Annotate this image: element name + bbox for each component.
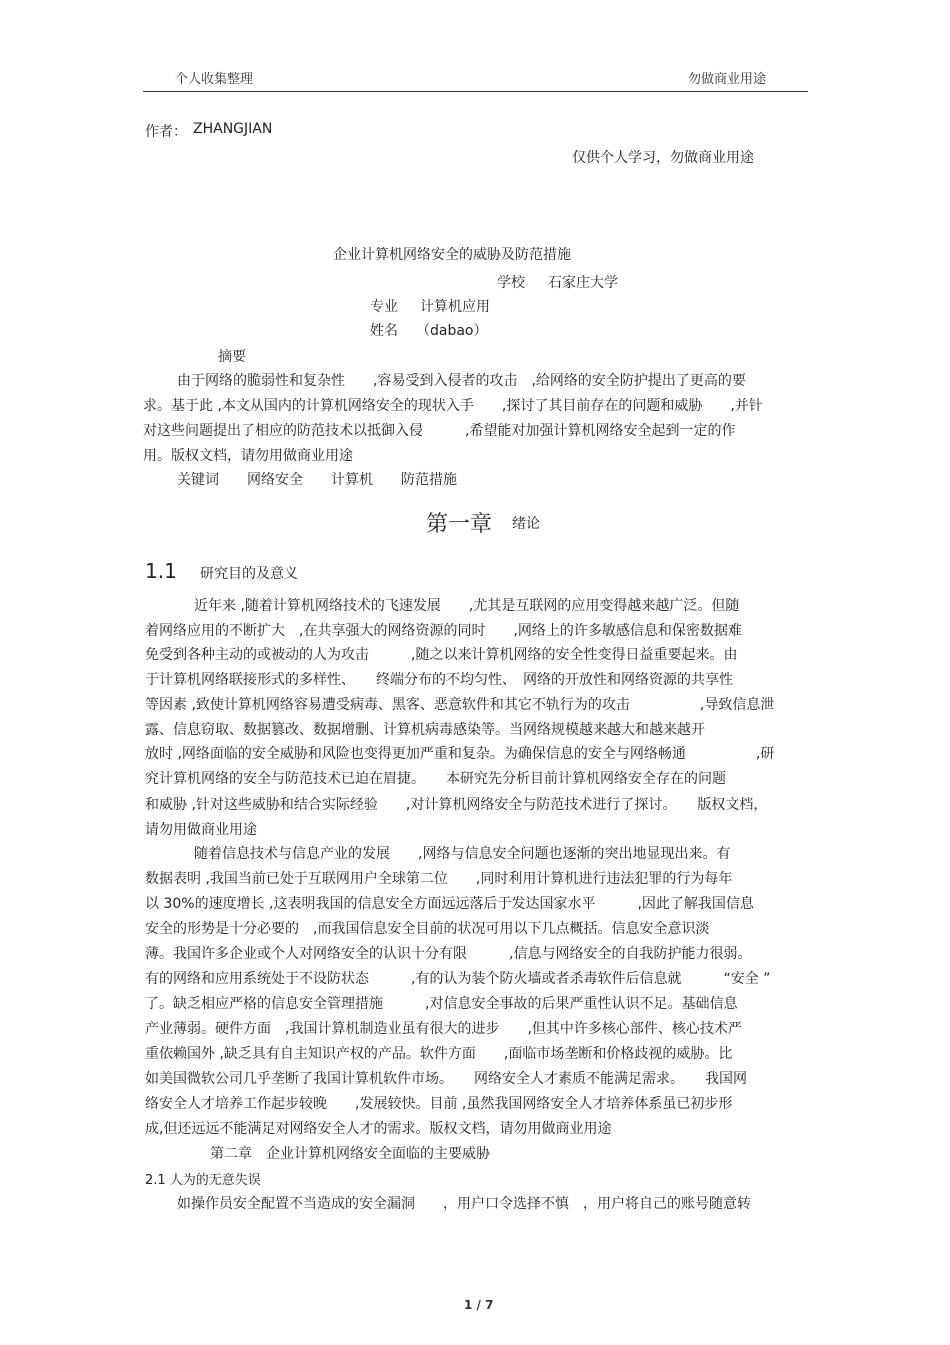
section-2-1-title: 2.1 人为的无意失误 [145, 1173, 261, 1188]
body-line: 免受到各种主动的或被动的人为攻击 ,随之以来计算机网络的安全性变得日益重要起来。由 [145, 647, 738, 663]
body-line: 着网络应用的不断扩大 ,在共享强大的网络资源的同时 ,网络上的许多敏感信息和保密数据难 [145, 623, 742, 639]
name-value: （dabao） [416, 323, 488, 339]
body-line: 有的网络和应用系统处于不设防状态 ,有的认为装个防火墙或者杀毒软件后信息就 “安全 ” [145, 971, 771, 987]
body-line: 和威胁 ,针对这些威胁和结合实际经验 ,对计算机网络安全与防范技术进行了探讨。 版权文档， [145, 797, 768, 813]
body-line: 如操作员安全配置不当造成的安全漏洞 ，用户口令选择不慎 ，用户将自己的账号随意转 [177, 1196, 751, 1212]
author-name: ZHANGJIAN [193, 121, 273, 137]
chapter-2-title: 第二章 企业计算机网络安全面临的主要威胁 [210, 1146, 490, 1162]
body-line: 究计算机网络的安全与防范技术已迫在眉捷。 本研究先分析目前计算机网络安全存在的问题 [145, 771, 726, 787]
keywords: 关键词 网络安全 计算机 防范措施 [177, 472, 457, 488]
chapter-1-title: 第一章 [426, 512, 493, 537]
body-line: 请勿用做商业用途 [145, 822, 257, 838]
body-line: 放时 ,网络面临的安全威胁和风险也变得更加严重和复杂。为确保信息的安全与网络畅通 ,研 [145, 746, 775, 762]
school-label: 学校 [497, 275, 525, 291]
body-line: 数据表明 ,我国当前已处于互联网用户全球第二位 ,同时利用计算机进行违法犯罪的行为每年 [145, 871, 733, 887]
school-value: 石家庄大学 [548, 275, 618, 291]
body-line: 安全的形势是十分必要的 ,而我国信息安全目前的状况可用以下几点概括。信息安全意识淡 [145, 921, 710, 937]
body-line: 随着信息技术与信息产业的发展 ,网络与信息安全问题也逐渐的突出地显现出来。有 [194, 846, 731, 862]
name-label: 姓名 [370, 323, 398, 339]
usage-notice: 仅供个人学习，勿做商业用途 [572, 150, 754, 166]
body-line: 如美国微软公司几乎垄断了我国计算机软件市场。 网络安全人才素质不能满足需求。 我国网 [145, 1071, 747, 1087]
section-1-1-title: 研究目的及意义 [200, 566, 298, 582]
body-line: 成,但还远远不能满足对网络安全人才的需求。版权文档，请勿用做商业用途 [145, 1121, 612, 1137]
body-line: 以 30%的速度增长 ,这表明我国的信息安全方面远远落后于发达国家水平 ,因此了解我国信息 [145, 896, 754, 912]
page-header-left: 个人收集整理 [175, 72, 254, 87]
body-line: 重依赖国外 ,缺乏具有自主知识产权的产品。软件方面 ,面临市场垄断和价格歧视的威胁。比 [145, 1046, 733, 1062]
body-line: 了。缺乏相应严格的信息安全管理措施 ,对信息安全事故的后果严重性认识不足。基础信息 [145, 996, 738, 1012]
page-number: 1 / 7 [464, 1298, 494, 1312]
abstract-line: 用。版权文档，请勿用做商业用途 [143, 448, 353, 464]
major-label: 专业 [370, 299, 398, 315]
abstract-line: 由于网络的脆弱性和复杂性 ,容易受到入侵者的攻击 ,给网络的安全防护提出了更高的要 [177, 373, 746, 389]
document-title: 企业计算机网络安全的威胁及防范措施 [333, 247, 571, 263]
abstract-line: 对这些问题提出了相应的防范技术以抵御入侵 ,希望能对加强计算机网络安全起到一定的作 [143, 423, 736, 439]
body-line: 络安全人才培养工作起步较晚 ,发展较快。目前 ,虽然我国网络安全人才培养体系虽已初步形 [145, 1096, 733, 1112]
major-value: 计算机应用 [420, 299, 490, 315]
body-line: 产业薄弱。硬件方面 ,我国计算机制造业虽有很大的进步 ,但其中许多核心部件、核心技术严 [145, 1021, 742, 1037]
body-line: 近年来 ,随着计算机网络技术的飞速发展 ,尤其是互联网的应用变得越来越广泛。但随 [194, 598, 740, 614]
section-1-1-number: 1.1 [145, 559, 177, 583]
page-header-right: 勿做商业用途 [688, 72, 767, 87]
chapter-1-subtitle: 绪论 [512, 516, 540, 532]
header-divider [143, 91, 808, 92]
abstract-line: 求。基于此 ,本文从国内的计算机网络安全的现状入手 ,探讨了其目前存在的问题和威胁 ,并针 [143, 398, 763, 414]
abstract-heading: 摘要 [218, 349, 246, 365]
body-line: 等因素 ,致使计算机网络容易遭受病毒、黑客、恶意软件和其它不轨行为的攻击 ,导致信息泄 [145, 697, 775, 713]
body-line: 于计算机网络联接形式的多样性、 终端分布的不均匀性、 网络的开放性和网络资源的共享性 [145, 672, 733, 688]
author-label: 作者： [145, 124, 187, 140]
body-line: 露、信息窃取、数据篡改、数据增删、计算机病毒感染等。当网络规模越来越大和越来越开 [145, 722, 705, 738]
body-line: 薄。我国许多企业或个人对网络安全的认识十分有限 ,信息与网络安全的自我防护能力很弱。 [145, 946, 752, 962]
